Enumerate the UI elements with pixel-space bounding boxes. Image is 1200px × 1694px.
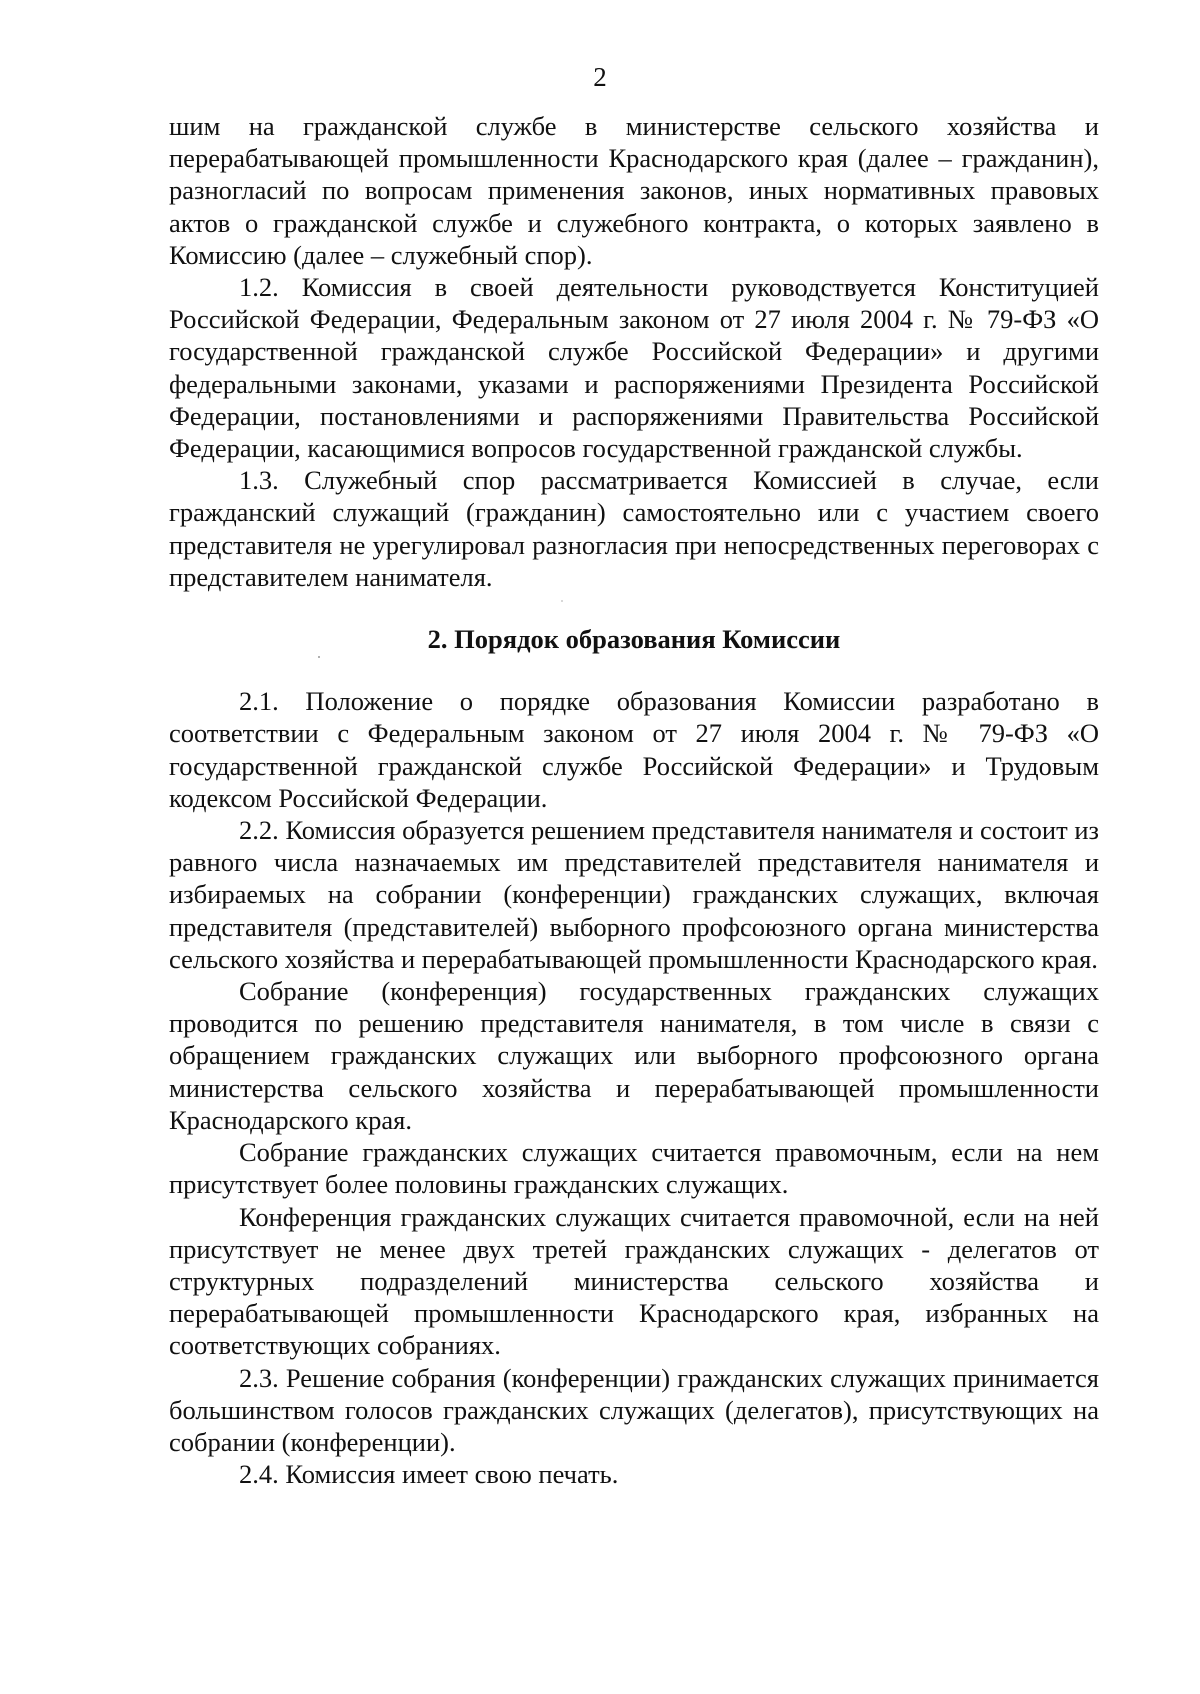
clause-1-2: 1.2. Комиссия в своей деятельности руководствуется Конституцией Российской Федерации, Федеральным законом от 27 июля 2004 г. № 79-ФЗ «О государственной гражданской службе Российской Федерации» и другими федеральными законами, указами и распоряжениями Президента Российской Федерации, постановлениями и распоряжениями Правительства Российской Федерации, касающимися вопросов государственной гражданской службы. [169, 272, 1099, 464]
clause-2-1: 2.1. Положение о порядке образования Комиссии разработано в соответствии с Федеральным законом от 27 июля 2004 г. № 79-ФЗ «О государственной гражданской службе Российской Федерации» и Трудовым кодексом Российской Федерации. [169, 686, 1099, 813]
paragraph-quorum-meeting: Собрание гражданских служащих считается правомочным, если на нем присутствует более половины гражданских служащих. [169, 1137, 1099, 1200]
clause-2-4: 2.4. Комиссия имеет свою печать. [239, 1459, 619, 1490]
paragraph-quorum-conference: Конференция гражданских служащих считается правомочной, если на ней присутствует не менее двух третей гражданских служащих - делегатов от структурных подразделений министерства сельского хозяйства и перерабатывающей промышленности Краснодарского края, избранных на соответствующих собраниях. [169, 1201, 1099, 1361]
intro-paragraph: шим на гражданской службе в министерстве сельского хозяйства и перерабатывающей промышленности Краснодарского края (далее – гражданин), разногласий по вопросам применения законов, иных нормативных правовых актов о гражданской службе и служебного контракта, о которых заявлено в Комиссию (далее – служебный спор). [169, 111, 1099, 270]
paragraph-meeting: Собрание (конференция) государственных гражданских служащих проводится по решению представителя нанимателя, в том числе в связи с обращением гражданских служащих или выборного профсоюзного органа министерства сельского хозяйства и перерабатывающей промышленности Краснодарского края. [169, 976, 1099, 1135]
clause-2-2: 2.2. Комиссия образуется решением представителя нанимателя и состоит из равного числа назначаемых им представителей представителя нанимателя и избираемых на собрании (конференции) гражданских служащих, включая представителя (представителей) выборного профсоюзного органа министерства сельского хозяйства и перерабатывающей промышленности Краснодарского края. [169, 815, 1099, 974]
section-2-heading: 2. Порядок образования Комиссии [427, 624, 841, 655]
clause-2-3: 2.3. Решение собрания (конференции) гражданских служащих принимается большинством голосов гражданских служащих (делегатов), присутствующих на собрании (конференции). [169, 1362, 1099, 1457]
scan-speck [318, 656, 320, 658]
clause-1-3: 1.3. Служебный спор рассматривается Комиссией в случае, если гражданский служащий (гражданин) самостоятельно или с участием своего представителя не урегулировал разногласия при непосредственных переговорах с представителем нанимателя. [169, 465, 1099, 592]
page-number: 2 [593, 62, 607, 92]
document-body [169, 110, 1099, 1490]
scan-speck [561, 600, 563, 602]
